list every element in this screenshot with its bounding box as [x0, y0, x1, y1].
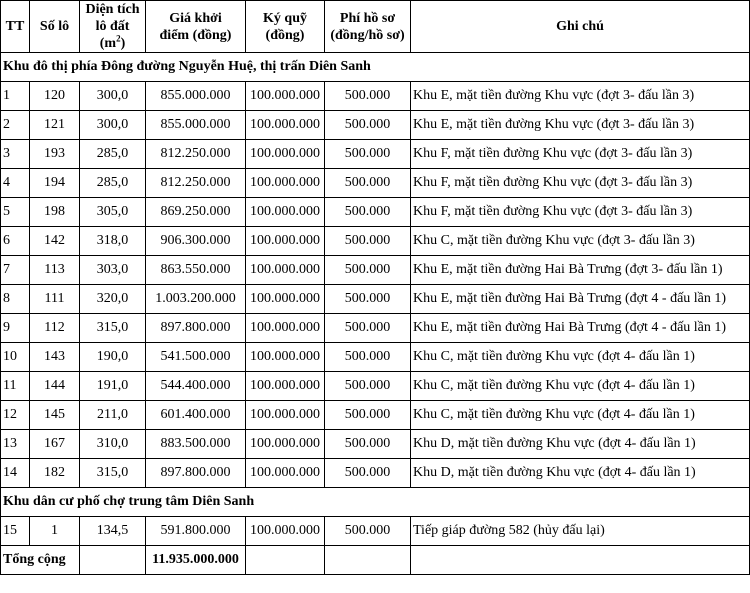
cell-gia-khoi-diem: 897.800.000 [146, 459, 246, 488]
table-row [1, 314, 750, 343]
table-row [1, 82, 750, 111]
cell-gia-khoi-diem: 906.300.000 [146, 227, 246, 256]
cell-ghi-chu: Khu C, mặt tiền đường Khu vực (đợt 4- đấu lần 1) [411, 343, 750, 372]
cell-dien-tich: 300,0 [80, 111, 146, 140]
cell-dien-tich: 315,0 [80, 314, 146, 343]
total-empty [325, 546, 411, 575]
cell-dien-tich: 318,0 [80, 227, 146, 256]
cell-so-lo: 120 [30, 82, 80, 111]
cell-so-lo: 167 [30, 430, 80, 459]
cell-ky-quy: 100.000.000 [246, 227, 325, 256]
cell-tt: 3 [1, 140, 30, 169]
cell-ky-quy: 100.000.000 [246, 401, 325, 430]
cell-phi-ho-so: 500.000 [325, 82, 411, 111]
total-empty [80, 546, 146, 575]
cell-so-lo: 198 [30, 198, 80, 227]
cell-so-lo: 143 [30, 343, 80, 372]
cell-phi-ho-so: 500.000 [325, 459, 411, 488]
cell-so-lo: 113 [30, 256, 80, 285]
cell-dien-tich: 285,0 [80, 169, 146, 198]
cell-phi-ho-so: 500.000 [325, 430, 411, 459]
cell-gia-khoi-diem: 863.550.000 [146, 256, 246, 285]
cell-ky-quy: 100.000.000 [246, 285, 325, 314]
header-tt: TT [1, 1, 30, 53]
table-row [1, 517, 750, 546]
cell-ky-quy: 100.000.000 [246, 314, 325, 343]
cell-tt: 14 [1, 459, 30, 488]
table-row [1, 111, 750, 140]
cell-gia-khoi-diem: 812.250.000 [146, 140, 246, 169]
table-row [1, 256, 750, 285]
cell-ghi-chu: Khu E, mặt tiền đường Hai Bà Trưng (đợt 4 - đấu lần 1) [411, 285, 750, 314]
cell-dien-tich: 303,0 [80, 256, 146, 285]
cell-ghi-chu: Khu F, mặt tiền đường Khu vực (đợt 3- đấu lần 3) [411, 140, 750, 169]
group2-anchor [1, 488, 750, 517]
cell-dien-tich: 305,0 [80, 198, 146, 227]
cell-gia-khoi-diem: 601.400.000 [146, 401, 246, 430]
cell-dien-tich: 134,5 [80, 517, 146, 546]
total-empty [246, 546, 325, 575]
cell-dien-tich: 300,0 [80, 82, 146, 111]
cell-tt: 11 [1, 372, 30, 401]
cell-ghi-chu: Khu D, mặt tiền đường Khu vực (đợt 4- đấu lần 1) [411, 430, 750, 459]
table-row [1, 459, 750, 488]
cell-gia-khoi-diem: 855.000.000 [146, 82, 246, 111]
cell-ky-quy: 100.000.000 [246, 140, 325, 169]
header-ky-quy: Ký quỹ (đồng) [246, 1, 325, 53]
cell-gia-khoi-diem: 855.000.000 [146, 111, 246, 140]
cell-ghi-chu: Khu E, mặt tiền đường Hai Bà Trưng (đợt 4 - đấu lần 1) [411, 314, 750, 343]
table-row [1, 285, 750, 314]
cell-gia-khoi-diem: 544.400.000 [146, 372, 246, 401]
cell-dien-tich: 191,0 [80, 372, 146, 401]
cell-phi-ho-so: 500.000 [325, 401, 411, 430]
cell-ky-quy: 100.000.000 [246, 343, 325, 372]
cell-ghi-chu: Khu F, mặt tiền đường Khu vực (đợt 3- đấu lần 3) [411, 169, 750, 198]
table-row [1, 343, 750, 372]
cell-tt: 8 [1, 285, 30, 314]
cell-phi-ho-so: 500.000 [325, 140, 411, 169]
cell-gia-khoi-diem: 1.003.200.000 [146, 285, 246, 314]
cell-dien-tich: 285,0 [80, 140, 146, 169]
cell-ky-quy: 100.000.000 [246, 517, 325, 546]
cell-tt: 10 [1, 343, 30, 372]
cell-ghi-chu: Khu E, mặt tiền đường Khu vực (đợt 3- đấu lần 3) [411, 82, 750, 111]
cell-phi-ho-so: 500.000 [325, 256, 411, 285]
cell-gia-khoi-diem: 869.250.000 [146, 198, 246, 227]
cell-so-lo: 144 [30, 372, 80, 401]
cell-so-lo: 142 [30, 227, 80, 256]
group-title: Khu dân cư phố chợ trung tâm Diên Sanh [1, 488, 750, 517]
cell-dien-tich: 310,0 [80, 430, 146, 459]
cell-phi-ho-so: 500.000 [325, 227, 411, 256]
cell-ghi-chu: Khu F, mặt tiền đường Khu vực (đợt 3- đấu lần 3) [411, 198, 750, 227]
cell-ghi-chu: Tiếp giáp đường 582 (hủy đấu lại) [411, 517, 750, 546]
cell-dien-tich: 190,0 [80, 343, 146, 372]
table-row [1, 169, 750, 198]
total-label: Tổng cộng [1, 546, 80, 575]
cell-phi-ho-so: 500.000 [325, 285, 411, 314]
header-row [1, 1, 750, 53]
cell-phi-ho-so: 500.000 [325, 198, 411, 227]
cell-ky-quy: 100.000.000 [246, 430, 325, 459]
table-row [1, 430, 750, 459]
header-so-lo: Số lô [30, 1, 80, 53]
table-row [1, 227, 750, 256]
cell-dien-tich: 315,0 [80, 459, 146, 488]
cell-dien-tich: 320,0 [80, 285, 146, 314]
cell-dien-tich: 211,0 [80, 401, 146, 430]
table-row [1, 372, 750, 401]
cell-so-lo: 111 [30, 285, 80, 314]
cell-gia-khoi-diem: 541.500.000 [146, 343, 246, 372]
cell-so-lo: 182 [30, 459, 80, 488]
cell-tt: 15 [1, 517, 30, 546]
cell-phi-ho-so: 500.000 [325, 517, 411, 546]
cell-phi-ho-so: 500.000 [325, 343, 411, 372]
cell-ky-quy: 100.000.000 [246, 82, 325, 111]
cell-gia-khoi-diem: 883.500.000 [146, 430, 246, 459]
total-row [1, 546, 750, 575]
cell-ky-quy: 100.000.000 [246, 459, 325, 488]
header-phi-ho-so: Phí hồ sơ (đồng/hồ sơ) [325, 1, 411, 53]
cell-so-lo: 1 [30, 517, 80, 546]
cell-gia-khoi-diem: 591.800.000 [146, 517, 246, 546]
header-dien-tich: Diện tích lô đất $(m^2)$ [80, 1, 146, 53]
cell-ghi-chu: Khu E, mặt tiền đường Khu vực (đợt 3- đấu lần 3) [411, 111, 750, 140]
cell-tt: 13 [1, 430, 30, 459]
cell-phi-ho-so: 500.000 [325, 314, 411, 343]
cell-tt: 4 [1, 169, 30, 198]
cell-tt: 9 [1, 314, 30, 343]
cell-tt: 1 [1, 82, 30, 111]
cell-ghi-chu: Khu E, mặt tiền đường Hai Bà Trưng (đợt 3- đấu lần 1) [411, 256, 750, 285]
cell-ghi-chu: Khu C, mặt tiền đường Khu vực (đợt 3- đấu lần 3) [411, 227, 750, 256]
cell-so-lo: 194 [30, 169, 80, 198]
cell-ghi-chu: Khu D, mặt tiền đường Khu vực (đợt 4- đấu lần 1) [411, 459, 750, 488]
cell-tt: 6 [1, 227, 30, 256]
table-row [1, 401, 750, 430]
total-empty [411, 546, 750, 575]
group-row [1, 53, 750, 82]
cell-gia-khoi-diem: 897.800.000 [146, 314, 246, 343]
cell-so-lo: 121 [30, 111, 80, 140]
cell-so-lo: 193 [30, 140, 80, 169]
header-gia-khoi-diem: Giá khởi điểm (đồng) [146, 1, 246, 53]
cell-phi-ho-so: 500.000 [325, 111, 411, 140]
cell-ky-quy: 100.000.000 [246, 198, 325, 227]
cell-gia-khoi-diem: 812.250.000 [146, 169, 246, 198]
cell-ghi-chu: Khu C, mặt tiền đường Khu vực (đợt 4- đấu lần 1) [411, 372, 750, 401]
cell-ky-quy: 100.000.000 [246, 256, 325, 285]
table-row [1, 140, 750, 169]
cell-phi-ho-so: 500.000 [325, 372, 411, 401]
cell-tt: 2 [1, 111, 30, 140]
cell-so-lo: 112 [30, 314, 80, 343]
cell-phi-ho-so: 500.000 [325, 169, 411, 198]
cell-ky-quy: 100.000.000 [246, 111, 325, 140]
cell-ky-quy: 100.000.000 [246, 169, 325, 198]
header-ghi-chu: Ghi chú [411, 1, 750, 53]
cell-ghi-chu: Khu C, mặt tiền đường Khu vực (đợt 4- đấu lần 1) [411, 401, 750, 430]
cell-tt: 12 [1, 401, 30, 430]
cell-tt: 5 [1, 198, 30, 227]
cell-ky-quy: 100.000.000 [246, 372, 325, 401]
group-title: Khu đô thị phía Đông đường Nguyễn Huệ, thị trấn Diên Sanh [1, 53, 750, 82]
cell-tt: 7 [1, 256, 30, 285]
table-row [1, 198, 750, 227]
cell-so-lo: 145 [30, 401, 80, 430]
total-value: 11.935.000.000 [146, 546, 246, 575]
